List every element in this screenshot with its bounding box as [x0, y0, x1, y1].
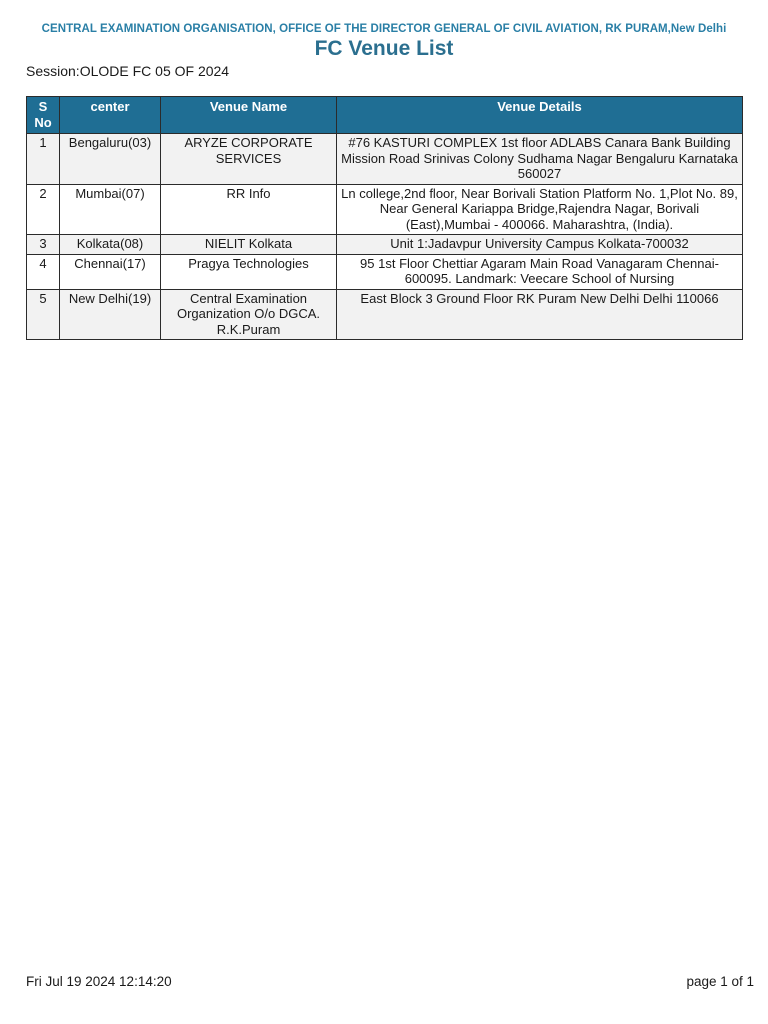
cell-venue-details: Unit 1:Jadavpur University Campus Kolkata-700032: [337, 235, 743, 255]
page-number: page 1 of 1: [686, 974, 754, 989]
table-row: [27, 254, 743, 289]
table-header-row: [27, 97, 743, 134]
table-row: [27, 184, 743, 235]
table-row: [27, 134, 743, 185]
organisation-heading: CENTRAL EXAMINATION ORGANISATION, OFFICE OF THE DIRECTOR GENERAL OF CIVIL AVIATION, RK PURAM,New Delhi: [41, 23, 727, 35]
table-row: [27, 289, 743, 340]
page-title: FC Venue List: [314, 37, 454, 60]
cell-center: Mumbai(07): [60, 184, 161, 235]
cell-sno: 1: [27, 134, 60, 185]
cell-venue-name: Pragya Technologies: [161, 254, 337, 289]
cell-venue-details: East Block 3 Ground Floor RK Puram New Delhi Delhi 110066: [337, 289, 743, 340]
column-header-venue-name: Venue Name: [161, 97, 337, 134]
cell-center: Bengaluru(03): [60, 134, 161, 185]
column-header-venue-details: Venue Details: [337, 97, 743, 134]
cell-venue-name: NIELIT Kolkata: [161, 235, 337, 255]
cell-sno: 4: [27, 254, 60, 289]
cell-venue-name: RR Info: [161, 184, 337, 235]
cell-venue-name: Central Examination Organization O/o DGCA. R.K.Puram: [161, 289, 337, 340]
cell-center: Kolkata(08): [60, 235, 161, 255]
cell-venue-details: #76 KASTURI COMPLEX 1st floor ADLABS Canara Bank Building Mission Road Srinivas Colony Sudhama Nagar Bengaluru Karnataka 560027: [337, 134, 743, 185]
cell-venue-name: ARYZE CORPORATE SERVICES: [161, 134, 337, 185]
column-header-center: center: [60, 97, 161, 134]
cell-sno: 3: [27, 235, 60, 255]
print-timestamp: Fri Jul 19 2024 12:14:20: [26, 974, 172, 989]
table-row: [27, 235, 743, 255]
column-header-sno: S No: [27, 97, 60, 134]
cell-venue-details: Ln college,2nd floor, Near Borivali Station Platform No. 1,Plot No. 89, Near General Kariappa Bridge,Rajendra Nagar, Borivali (East),Mumbai - 400066. Maharashtra, (India).: [337, 184, 743, 235]
cell-center: Chennai(17): [60, 254, 161, 289]
session-label: Session:OLODE FC 05 OF 2024: [26, 63, 230, 79]
cell-venue-details: 95 1st Floor Chettiar Agaram Main Road Vanagaram Chennai-600095. Landmark: Veecare School of Nursing: [337, 254, 743, 289]
venue-table: [26, 96, 743, 340]
cell-sno: 2: [27, 184, 60, 235]
cell-sno: 5: [27, 289, 60, 340]
cell-center: New Delhi(19): [60, 289, 161, 340]
